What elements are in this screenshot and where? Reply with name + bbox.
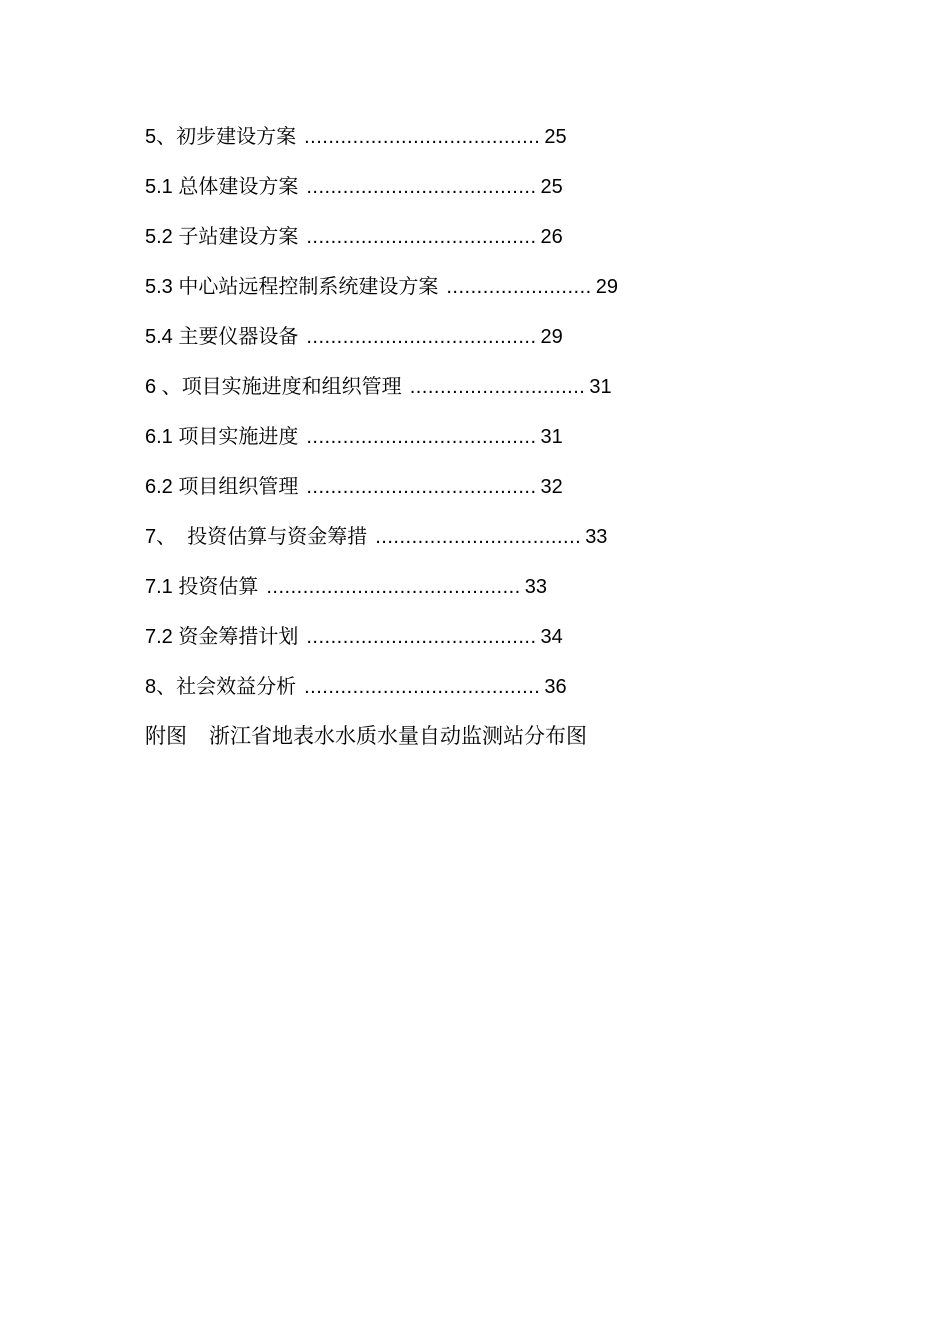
- toc-entry[interactable]: [145, 270, 845, 320]
- toc-entry-leaders: .......................................: [304, 126, 541, 148]
- toc-entry-number: 5.2: [145, 226, 179, 248]
- toc-entry-title: 项目组织管理: [178, 474, 299, 498]
- toc-entry-title: 资金筹措计划: [178, 624, 299, 648]
- toc-entry-number: 5.3: [145, 276, 179, 298]
- toc-entry-number: 5、: [145, 126, 177, 148]
- toc-entry[interactable]: [145, 220, 845, 270]
- appendix-label: 附图: [145, 724, 187, 748]
- toc-entry-page: 36: [544, 676, 567, 698]
- toc-entry-page: 25: [544, 126, 567, 148]
- toc-entry-number: 8、: [145, 676, 177, 698]
- toc-entry-number: 6.2: [145, 476, 179, 498]
- toc-entry[interactable]: [145, 620, 845, 670]
- toc-entry-leaders: ........................: [446, 276, 592, 298]
- toc-entry-page: 32: [540, 476, 563, 498]
- toc-entry-page: 29: [540, 326, 563, 348]
- toc-entry-page: 26: [540, 226, 563, 248]
- toc-entry[interactable]: [145, 570, 845, 620]
- toc-entry-page: 25: [540, 176, 563, 198]
- toc-entry-number: 5.1: [145, 176, 179, 198]
- toc-entry-leaders: ......................................: [306, 476, 537, 498]
- appendix-title: 浙江省地表水水质水量自动监测站分布图: [209, 724, 587, 748]
- toc-entry-page: 31: [589, 376, 612, 398]
- toc-entry-leaders: ..................................: [375, 526, 582, 548]
- table-of-contents: [145, 120, 845, 770]
- toc-entry[interactable]: [145, 520, 845, 570]
- toc-entry[interactable]: [145, 120, 845, 170]
- toc-entry-page: 31: [540, 426, 563, 448]
- toc-entry-title: 初步建设方案: [176, 124, 297, 148]
- toc-entry-number: 7、: [145, 526, 188, 548]
- toc-entry-title: 投资估算: [178, 574, 259, 598]
- toc-appendix-entry[interactable]: [145, 720, 845, 770]
- toc-entry-number: 7.2: [145, 626, 179, 648]
- toc-entry-title: 项目实施进度: [178, 424, 299, 448]
- toc-entry-title: 投资估算与资金筹措: [187, 524, 368, 548]
- toc-entry-page: 29: [595, 276, 618, 298]
- toc-entry-title: 中心站远程控制系统建设方案: [178, 274, 439, 298]
- toc-entry-leaders: ......................................: [306, 626, 537, 648]
- toc-entry-number: 6 、: [145, 376, 182, 398]
- toc-entry-leaders: ..........................................: [266, 576, 521, 598]
- toc-entry[interactable]: [145, 370, 845, 420]
- toc-entry-number: 5.4: [145, 326, 179, 348]
- toc-entry-title: 项目实施进度和组织管理: [181, 374, 402, 398]
- toc-entry-number: 6.1: [145, 426, 179, 448]
- toc-entry[interactable]: [145, 470, 845, 520]
- toc-entry[interactable]: [145, 170, 845, 220]
- toc-entry-title: 主要仪器设备: [178, 324, 299, 348]
- toc-entry[interactable]: [145, 670, 845, 720]
- toc-entry-title: 子站建设方案: [178, 224, 299, 248]
- toc-entry-leaders: .............................: [409, 376, 586, 398]
- toc-entry-page: 34: [540, 626, 563, 648]
- toc-entry-page: 33: [524, 576, 547, 598]
- toc-entry[interactable]: [145, 320, 845, 370]
- toc-entry-title: 社会效益分析: [176, 674, 297, 698]
- toc-entry-leaders: .......................................: [304, 676, 541, 698]
- toc-entry-leaders: ......................................: [306, 426, 537, 448]
- toc-entry-page: 33: [585, 526, 608, 548]
- toc-entry[interactable]: [145, 420, 845, 470]
- toc-entry-title: 总体建设方案: [178, 174, 299, 198]
- toc-entry-leaders: ......................................: [306, 326, 537, 348]
- toc-entry-leaders: ......................................: [306, 226, 537, 248]
- toc-entry-number: 7.1: [145, 576, 179, 598]
- toc-entry-leaders: ......................................: [306, 176, 537, 198]
